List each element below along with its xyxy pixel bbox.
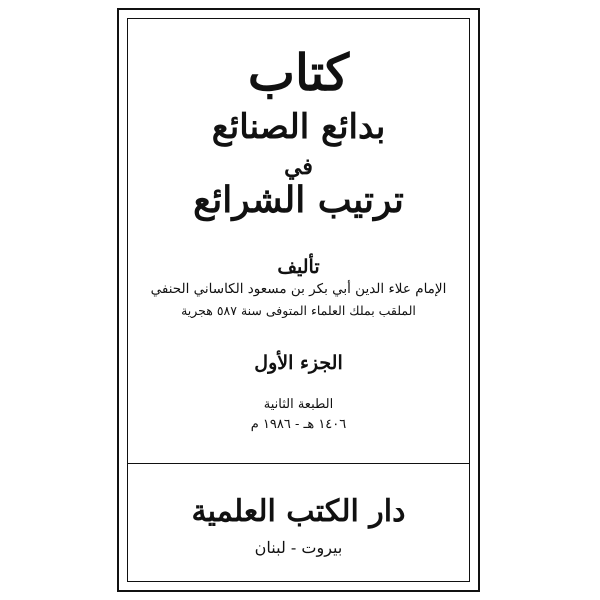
edition-label: الطبعة الثانية: [263, 397, 334, 412]
title-kitab: كتاب: [247, 43, 350, 102]
title-preposition: في: [284, 154, 313, 180]
author-epithet: الملقب بملك العلماء المتوفى سنة ٥٨٧ هجرية: [181, 303, 416, 318]
volume-label: الجزء الأول: [254, 352, 343, 374]
publisher-divider: [127, 463, 470, 464]
publisher-name: دار الكتب العلمية: [191, 494, 406, 529]
edition-date: ١٤٠٦ هـ - ١٩٨٦ م: [250, 417, 347, 432]
book-title: بدائع الصنائع: [211, 107, 386, 147]
author-name: الإمام علاء الدين أبي بكر بن مسعود الكاساني الحنفي: [150, 281, 447, 297]
publisher-city: بيروت - لبنان: [254, 538, 343, 557]
author-heading: تأليف: [277, 256, 320, 278]
book-subtitle: ترتيب الشرائع: [193, 179, 404, 221]
